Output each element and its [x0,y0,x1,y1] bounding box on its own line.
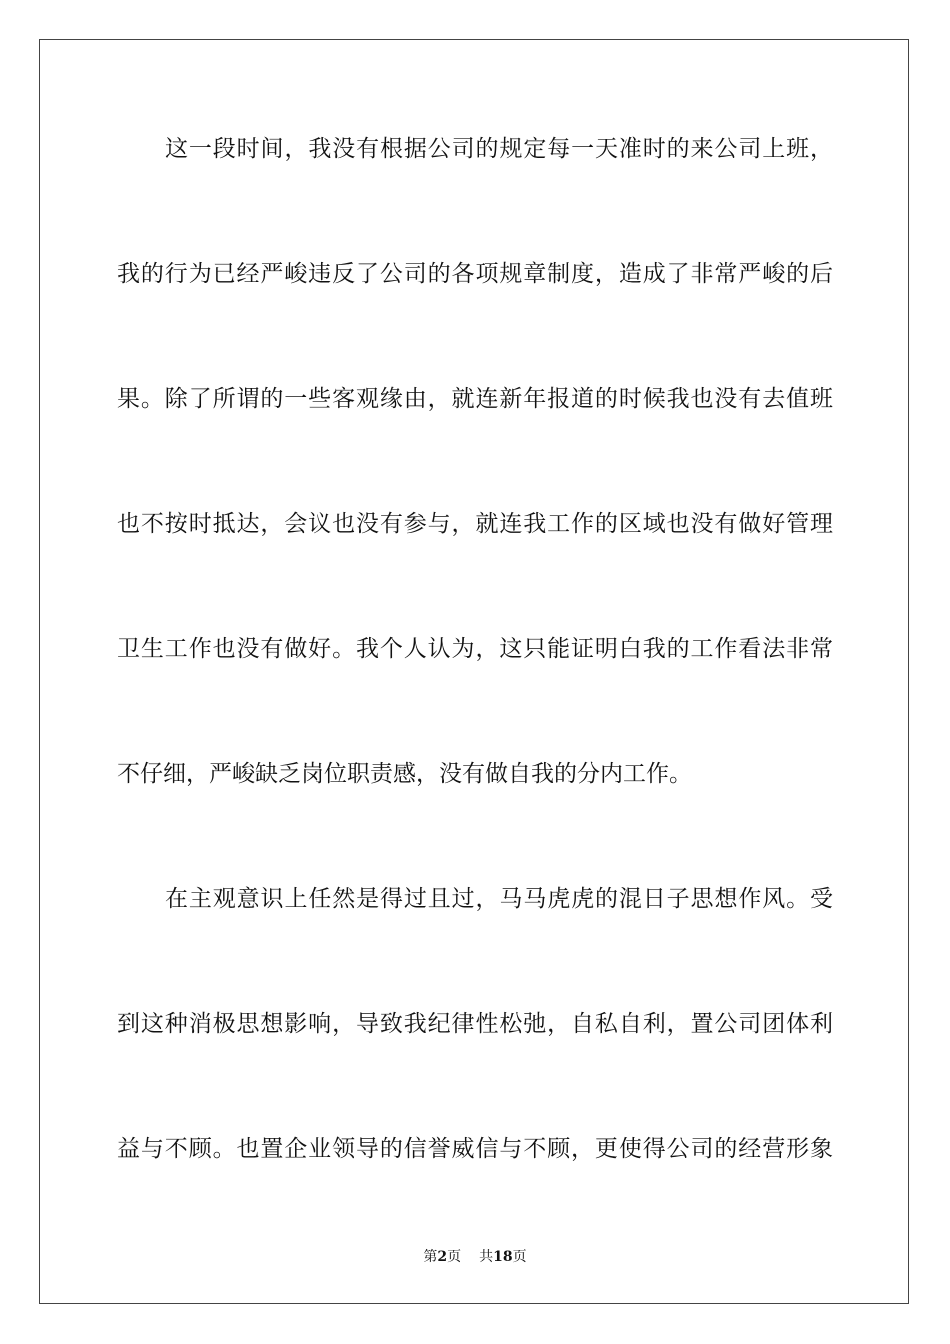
total-suffix: 页 [512,1249,527,1265]
page-footer [0,1246,950,1266]
paragraph-1-line-1: 这一段时间，我没有根据公司的规定每一天准时的来公司上班， [165,136,833,162]
paragraph-1-line-5: 卫生工作也没有做好。我个人认为，这只能证明白我的工作看法非常 [117,636,833,662]
paragraph-1-line-6: 不仔细，严峻缺乏岗位职责感，没有做自我的分内工作。 [117,761,692,787]
page-border [39,39,909,1304]
page-prefix: 第 [423,1249,438,1265]
paragraph-2-line-2: 到这种消极思想影响，导致我纪律性松弛，自私自利，置公司团体利 [117,1011,833,1037]
total-prefix: 共 [479,1249,494,1265]
paragraph-1-line-3: 果。除了所谓的一些客观缘由，就连新年报道的时候我也没有去值班 [117,386,833,412]
page-suffix: 页 [447,1249,462,1265]
paragraph-2-line-3: 益与不顾。也置企业领导的信誉威信与不顾，更使得公司的经营形象 [117,1136,833,1162]
paragraph-1-line-4: 也不按时抵达，会议也没有参与，就连我工作的区域也没有做好管理 [117,511,833,537]
paragraph-1-line-2: 我的行为已经严峻违反了公司的各项规章制度，造成了非常严峻的后 [117,261,833,287]
page-number: 2 [437,1249,448,1265]
paragraph-2-line-1: 在主观意识上任然是得过且过，马马虎虎的混日子思想作风。受 [165,886,833,912]
total-pages: 18 [493,1249,513,1265]
